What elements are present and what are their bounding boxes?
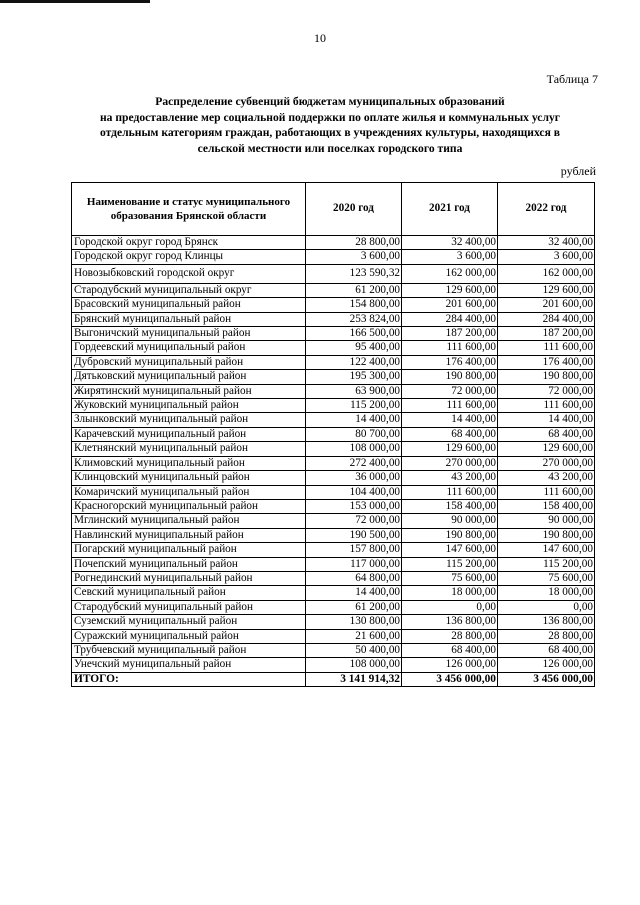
cell-2020: 14 400,00 bbox=[306, 586, 402, 600]
cell-2021: 284 400,00 bbox=[402, 312, 498, 326]
cell-2020: 154 800,00 bbox=[306, 298, 402, 312]
table-row bbox=[72, 236, 595, 250]
table-row bbox=[72, 586, 595, 600]
cell-name: Выгоничский муниципальный район bbox=[72, 327, 306, 341]
cell-2021: 14 400,00 bbox=[402, 413, 498, 427]
cell-2021: 111 600,00 bbox=[402, 485, 498, 499]
cell-2022: 136 800,00 bbox=[498, 615, 595, 629]
cell-2022: 75 600,00 bbox=[498, 571, 595, 585]
total-2022: 3 456 000,00 bbox=[498, 672, 595, 686]
cell-2020: 157 800,00 bbox=[306, 543, 402, 557]
page-number: 10 bbox=[314, 31, 326, 45]
cell-2020: 63 900,00 bbox=[306, 384, 402, 398]
cell-2022: 270 000,00 bbox=[498, 456, 595, 470]
cell-2020: 50 400,00 bbox=[306, 643, 402, 657]
cell-name: Почепский муниципальный район bbox=[72, 557, 306, 571]
table-row bbox=[72, 629, 595, 643]
header-2022: 2022 год bbox=[498, 183, 595, 236]
cell-2020: 153 000,00 bbox=[306, 499, 402, 513]
header-2021: 2021 год bbox=[402, 183, 498, 236]
unit-label: рублей bbox=[560, 164, 596, 178]
cell-2020: 61 200,00 bbox=[306, 600, 402, 614]
cell-2020: 64 800,00 bbox=[306, 571, 402, 585]
cell-2021: 90 000,00 bbox=[402, 514, 498, 528]
cell-2022: 72 000,00 bbox=[498, 384, 595, 398]
cell-name: Карачевский муниципальный район bbox=[72, 427, 306, 441]
cell-2021: 187 200,00 bbox=[402, 327, 498, 341]
cell-2022: 111 600,00 bbox=[498, 341, 595, 355]
cell-2022: 90 000,00 bbox=[498, 514, 595, 528]
cell-2022: 162 000,00 bbox=[498, 264, 595, 283]
title-line: сельской местности или поселках городского типа bbox=[197, 141, 463, 155]
cell-2020: 130 800,00 bbox=[306, 615, 402, 629]
cell-2022: 28 800,00 bbox=[498, 629, 595, 643]
table-row bbox=[72, 557, 595, 571]
cell-2022: 129 600,00 bbox=[498, 442, 595, 456]
table-row bbox=[72, 643, 595, 657]
cell-2021: 190 800,00 bbox=[402, 370, 498, 384]
cell-2020: 80 700,00 bbox=[306, 427, 402, 441]
table-row bbox=[72, 283, 595, 297]
cell-name: Брянский муниципальный район bbox=[72, 312, 306, 326]
cell-2022: 284 400,00 bbox=[498, 312, 595, 326]
table-row bbox=[72, 514, 595, 528]
cell-2021: 158 400,00 bbox=[402, 499, 498, 513]
cell-name: Унечский муниципальный район bbox=[72, 658, 306, 672]
table-row bbox=[72, 571, 595, 585]
table-row bbox=[72, 528, 595, 542]
cell-2020: 104 400,00 bbox=[306, 485, 402, 499]
cell-2021: 126 000,00 bbox=[402, 658, 498, 672]
cell-2020: 115 200,00 bbox=[306, 399, 402, 413]
cell-2021: 68 400,00 bbox=[402, 427, 498, 441]
cell-2020: 166 500,00 bbox=[306, 327, 402, 341]
table-label: Таблица 7 bbox=[546, 72, 598, 86]
cell-2021: 190 800,00 bbox=[402, 528, 498, 542]
header-row bbox=[72, 183, 595, 236]
cell-2022: 14 400,00 bbox=[498, 413, 595, 427]
cell-2021: 3 600,00 bbox=[402, 250, 498, 264]
cell-2020: 272 400,00 bbox=[306, 456, 402, 470]
cell-2022: 187 200,00 bbox=[498, 327, 595, 341]
title-line: на предоставление мер социальной поддержки по оплате жилья и коммунальных услуг bbox=[99, 110, 561, 124]
cell-2022: 32 400,00 bbox=[498, 236, 595, 250]
table-row bbox=[72, 355, 595, 369]
document-title bbox=[60, 94, 600, 156]
cell-name: Дубровский муниципальный район bbox=[72, 355, 306, 369]
cell-2021: 270 000,00 bbox=[402, 456, 498, 470]
cell-2021: 176 400,00 bbox=[402, 355, 498, 369]
cell-name: Клетнянский муниципальный район bbox=[72, 442, 306, 456]
cell-name: Рогнединский муниципальный район bbox=[72, 571, 306, 585]
cell-name: Трубчевский муниципальный район bbox=[72, 643, 306, 657]
cell-name: Комаричский муниципальный район bbox=[72, 485, 306, 499]
header-2020: 2020 год bbox=[306, 183, 402, 236]
table-row bbox=[72, 471, 595, 485]
header-name: Наименование и статус муниципального образования Брянской области bbox=[72, 183, 306, 236]
cell-2020: 3 600,00 bbox=[306, 250, 402, 264]
cell-2021: 72 000,00 bbox=[402, 384, 498, 398]
cell-2020: 14 400,00 bbox=[306, 413, 402, 427]
cell-2021: 18 000,00 bbox=[402, 586, 498, 600]
title-line: Распределение субвенций бюджетам муниципальных образований bbox=[155, 95, 505, 108]
cell-2021: 111 600,00 bbox=[402, 399, 498, 413]
cell-name: Гордеевский муниципальный район bbox=[72, 341, 306, 355]
cell-2020: 21 600,00 bbox=[306, 629, 402, 643]
cell-2021: 32 400,00 bbox=[402, 236, 498, 250]
cell-name: Городской округ город Клинцы bbox=[72, 250, 306, 264]
cell-2022: 0,00 bbox=[498, 600, 595, 614]
cell-name: Суражский муниципальный район bbox=[72, 629, 306, 643]
table-row bbox=[72, 384, 595, 398]
cell-2022: 147 600,00 bbox=[498, 543, 595, 557]
cell-2022: 43 200,00 bbox=[498, 471, 595, 485]
cell-2021: 162 000,00 bbox=[402, 264, 498, 283]
table-row bbox=[72, 327, 595, 341]
cell-2022: 18 000,00 bbox=[498, 586, 595, 600]
cell-2022: 176 400,00 bbox=[498, 355, 595, 369]
table-row bbox=[72, 600, 595, 614]
cell-2021: 147 600,00 bbox=[402, 543, 498, 557]
cell-2021: 0,00 bbox=[402, 600, 498, 614]
cell-2021: 136 800,00 bbox=[402, 615, 498, 629]
cell-2022: 190 800,00 bbox=[498, 528, 595, 542]
cell-2022: 3 600,00 bbox=[498, 250, 595, 264]
table-row bbox=[72, 615, 595, 629]
cell-2021: 111 600,00 bbox=[402, 341, 498, 355]
table-row bbox=[72, 499, 595, 513]
cell-2021: 201 600,00 bbox=[402, 298, 498, 312]
table-row bbox=[72, 250, 595, 264]
cell-2022: 126 000,00 bbox=[498, 658, 595, 672]
table-row bbox=[72, 442, 595, 456]
subvention-table bbox=[71, 182, 595, 687]
table-row bbox=[72, 456, 595, 470]
cell-name: Новозыбковский городской округ bbox=[72, 264, 306, 283]
cell-name: Жирятинский муниципальный район bbox=[72, 384, 306, 398]
cell-2020: 108 000,00 bbox=[306, 442, 402, 456]
cell-2020: 190 500,00 bbox=[306, 528, 402, 542]
cell-2020: 61 200,00 bbox=[306, 283, 402, 297]
cell-2020: 108 000,00 bbox=[306, 658, 402, 672]
cell-name: Суземский муниципальный район bbox=[72, 615, 306, 629]
cell-name: Стародубский муниципальный район bbox=[72, 600, 306, 614]
total-label: ИТОГО: bbox=[72, 672, 306, 686]
cell-name: Навлинский муниципальный район bbox=[72, 528, 306, 542]
table-row bbox=[72, 485, 595, 499]
cell-2020: 195 300,00 bbox=[306, 370, 402, 384]
cell-2020: 72 000,00 bbox=[306, 514, 402, 528]
cell-2020: 28 800,00 bbox=[306, 236, 402, 250]
table-row bbox=[72, 658, 595, 672]
table-body bbox=[72, 236, 595, 687]
top-rule bbox=[0, 0, 150, 3]
cell-2022: 111 600,00 bbox=[498, 399, 595, 413]
cell-2022: 111 600,00 bbox=[498, 485, 595, 499]
table-row bbox=[72, 370, 595, 384]
cell-2020: 117 000,00 bbox=[306, 557, 402, 571]
cell-name: Красногорский муниципальный район bbox=[72, 499, 306, 513]
title-line: отдельным категориям граждан, работающих в учреждениях культуры, находящихся в bbox=[99, 126, 561, 139]
cell-name: Севский муниципальный район bbox=[72, 586, 306, 600]
cell-2022: 115 200,00 bbox=[498, 557, 595, 571]
table-row bbox=[72, 264, 595, 283]
cell-name: Брасовский муниципальный район bbox=[72, 298, 306, 312]
cell-2022: 129 600,00 bbox=[498, 283, 595, 297]
cell-name: Клинцовский муниципальный район bbox=[72, 471, 306, 485]
table-row bbox=[72, 399, 595, 413]
cell-2021: 28 800,00 bbox=[402, 629, 498, 643]
table-row bbox=[72, 298, 595, 312]
cell-name: Стародубский муниципальный округ bbox=[72, 283, 306, 297]
table-row bbox=[72, 413, 595, 427]
table-row bbox=[72, 341, 595, 355]
cell-2021: 115 200,00 bbox=[402, 557, 498, 571]
cell-2020: 95 400,00 bbox=[306, 341, 402, 355]
cell-2022: 190 800,00 bbox=[498, 370, 595, 384]
cell-2021: 68 400,00 bbox=[402, 643, 498, 657]
cell-name: Дятьковский муниципальный район bbox=[72, 370, 306, 384]
total-row bbox=[72, 672, 595, 686]
cell-2020: 122 400,00 bbox=[306, 355, 402, 369]
cell-2021: 129 600,00 bbox=[402, 283, 498, 297]
cell-2022: 68 400,00 bbox=[498, 427, 595, 441]
cell-name: Мглинский муниципальный район bbox=[72, 514, 306, 528]
cell-2020: 36 000,00 bbox=[306, 471, 402, 485]
table-row bbox=[72, 427, 595, 441]
cell-2021: 75 600,00 bbox=[402, 571, 498, 585]
cell-name: Злынковский муниципальный район bbox=[72, 413, 306, 427]
cell-name: Жуковский муниципальный район bbox=[72, 399, 306, 413]
cell-name: Городской округ город Брянск bbox=[72, 236, 306, 250]
cell-2021: 129 600,00 bbox=[402, 442, 498, 456]
cell-2021: 43 200,00 bbox=[402, 471, 498, 485]
cell-2022: 201 600,00 bbox=[498, 298, 595, 312]
cell-name: Погарский муниципальный район bbox=[72, 543, 306, 557]
cell-2022: 158 400,00 bbox=[498, 499, 595, 513]
table-row bbox=[72, 543, 595, 557]
cell-2020: 123 590,32 bbox=[306, 264, 402, 283]
total-2021: 3 456 000,00 bbox=[402, 672, 498, 686]
total-2020: 3 141 914,32 bbox=[306, 672, 402, 686]
cell-2022: 68 400,00 bbox=[498, 643, 595, 657]
cell-2020: 253 824,00 bbox=[306, 312, 402, 326]
cell-name: Климовский муниципальный район bbox=[72, 456, 306, 470]
table-row bbox=[72, 312, 595, 326]
